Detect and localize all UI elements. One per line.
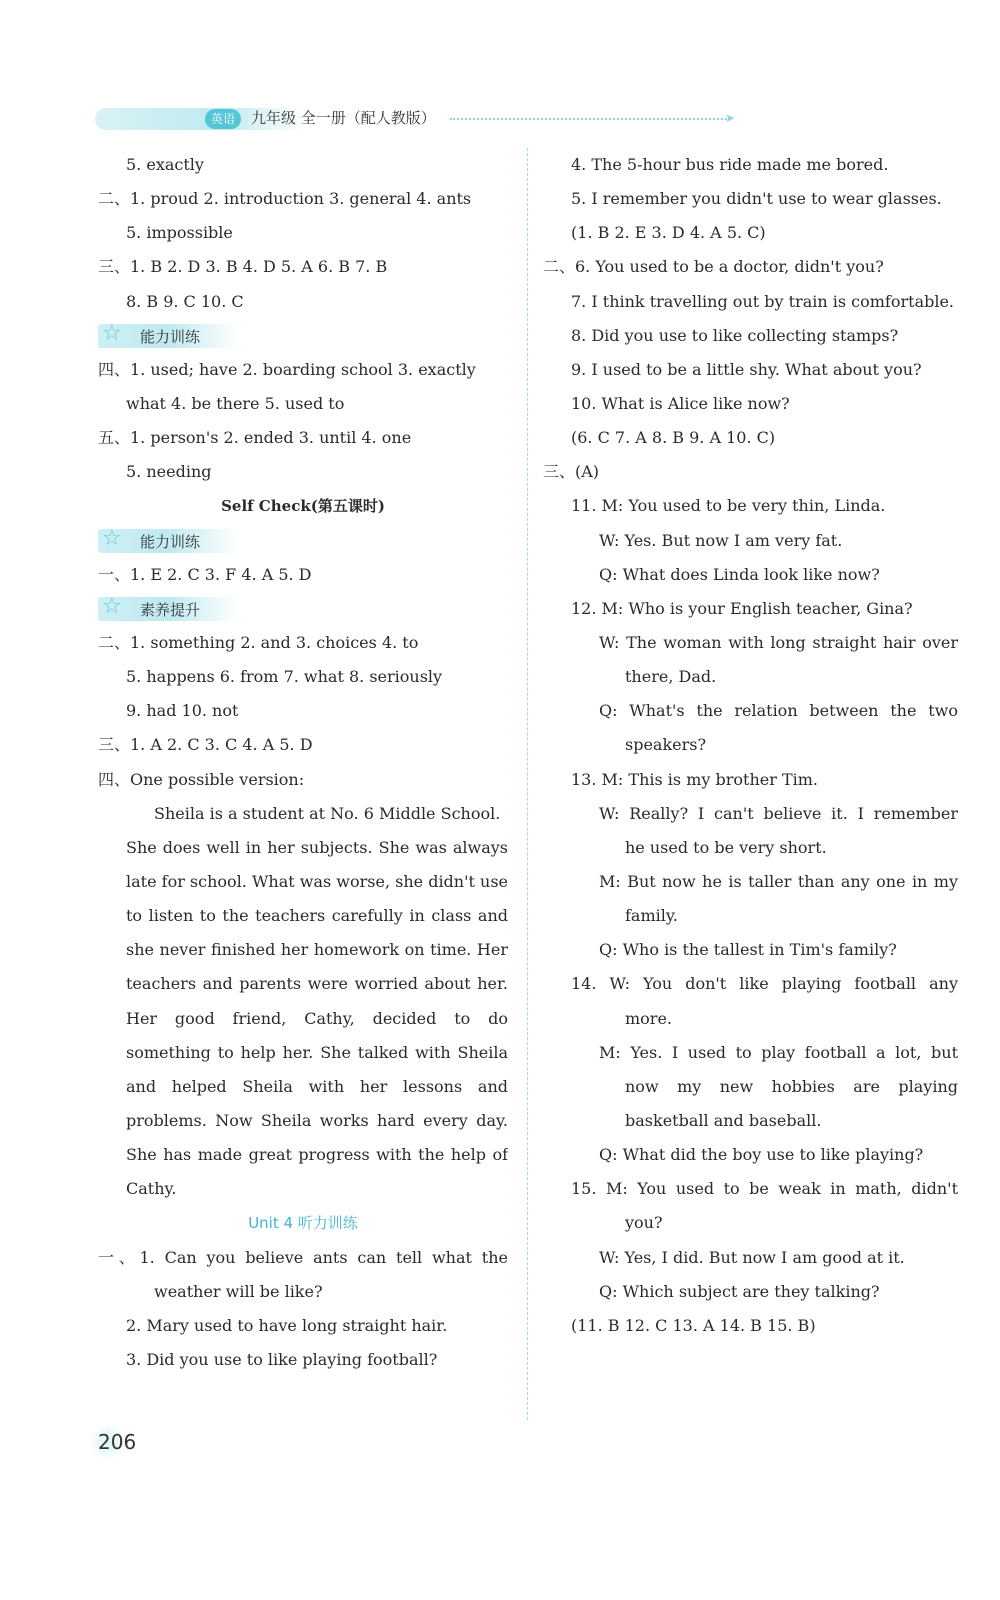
text-line: 8. Did you use to like collecting stamps? (571, 325, 899, 345)
column-divider (527, 148, 528, 1420)
text-line: W: The woman with long straight hair over (599, 632, 958, 652)
text-line: 11. M: You used to be very thin, Linda. (571, 496, 886, 516)
text-line: you? (625, 1213, 663, 1233)
text-line: he used to be very short. (625, 837, 827, 857)
text-line: W: Yes, I did. But now I am good at it. (599, 1247, 905, 1267)
text-line: she never finished her homework on time. Her (126, 940, 508, 960)
text-line: more. (625, 1008, 673, 1028)
section-badge-label: 能力训练 (140, 327, 201, 346)
text-line: Her good friend, Cathy, decided to do (126, 1008, 508, 1028)
text-line: Q: Which subject are they talking? (599, 1281, 880, 1301)
text-line: 一、1. E 2. C 3. F 4. A 5. D (98, 564, 312, 584)
text-line: there, Dad. (625, 667, 717, 687)
text-line: 4. The 5-hour bus ride made me bored. (571, 155, 889, 174)
text-line: M: But now he is taller than any one in my (599, 871, 958, 891)
text-line: basketball and baseball. (625, 1110, 822, 1130)
text-line: W: Yes. But now I am very fat. (599, 530, 843, 550)
star-icon: ☆ (102, 320, 122, 346)
page-header (95, 102, 736, 136)
text-line: 12. M: Who is your English teacher, Gina? (571, 598, 913, 618)
star-icon: ☆ (102, 525, 122, 551)
text-line: 五、1. person's 2. ended 3. until 4. one (98, 428, 412, 448)
text-line: 3. Did you use to like playing football? (126, 1349, 438, 1369)
text-line: 5. I remember you didn't use to wear glasses. (571, 189, 942, 209)
section-badge-bg (98, 593, 238, 621)
text-line: and helped Sheila with her lessons and (126, 1076, 508, 1096)
text-line: Q: Who is the tallest in Tim's family? (599, 940, 897, 960)
text-line: 三、1. A 2. C 3. C 4. A 5. D (98, 735, 313, 755)
section-badge-label: 能力训练 (140, 532, 201, 551)
text-line: 三、1. B 2. D 3. B 4. D 5. A 6. B 7. B (98, 257, 388, 277)
text-line: now my new hobbies are playing (625, 1076, 958, 1096)
text-line: something to help her. She talked with Sheila (126, 1042, 508, 1062)
text-line: Q: What's the relation between the two (599, 701, 958, 721)
subject-badge: 英语 (205, 109, 241, 129)
text-line: 5. impossible (126, 223, 233, 243)
section-badge-bg (98, 525, 238, 553)
text-line: (6. C 7. A 8. B 9. A 10. C) (571, 428, 776, 448)
text-line: Unit 4 听力训练 (248, 1214, 358, 1233)
text-line: 13. M: This is my brother Tim. (571, 769, 818, 789)
text-line: 二、1. proud 2. introduction 3. general 4. ants (98, 189, 472, 209)
text-line: Q: What does Linda look like now? (599, 564, 880, 584)
text-line: 5. needing (126, 462, 212, 482)
text-line: 四、One possible version: (98, 769, 305, 789)
text-line: Q: What did the boy use to like playing? (599, 1145, 924, 1165)
text-line: teachers and parents were worried about her. (126, 974, 508, 994)
text-line: weather will be like? (154, 1281, 323, 1301)
star-icon: ☆ (102, 593, 122, 619)
section-badge (98, 524, 508, 558)
text-line: family. (625, 906, 678, 926)
left-column (98, 148, 508, 1377)
text-line: Sheila is a student at No. 6 Middle School. (154, 803, 501, 823)
text-line: 9. I used to be a little shy. What about you? (571, 359, 922, 379)
section-badge (98, 319, 508, 353)
book-title: 九年级 全一册（配人教版） (251, 109, 436, 127)
text-line: 14. W: You don't like playing football any (571, 974, 958, 994)
text-line: W: Really? I can't believe it. I remember (599, 803, 958, 823)
text-line: 二、6. You used to be a doctor, didn't you? (543, 257, 884, 277)
text-line: She has made great progress with the help of (126, 1145, 508, 1165)
text-line: to listen to the teachers carefully in class and (126, 906, 508, 926)
text-line: speakers? (625, 735, 707, 755)
text-line: 5. exactly (126, 155, 204, 174)
text-line: 10. What is Alice like now? (571, 393, 790, 413)
text-line: M: Yes. I used to play football a lot, but (599, 1042, 958, 1062)
section-badge (98, 592, 508, 626)
right-column (543, 148, 958, 1343)
page-number (98, 1430, 136, 1454)
text-line: 二、1. something 2. and 3. choices 4. to (98, 632, 419, 652)
text-line: late for school. What was worse, she didn't use (126, 871, 508, 891)
text-line: 一、1. Can you believe ants can tell what the (98, 1247, 508, 1267)
text-line: Cathy. (126, 1179, 177, 1199)
text-line: 5. happens 6. from 7. what 8. seriously (126, 667, 443, 687)
text-line: problems. Now Sheila works hard every day. (126, 1110, 508, 1130)
section-badge-label: 素养提升 (140, 600, 201, 619)
text-line: 9. had 10. not (126, 701, 239, 721)
page-number-text: 206 (98, 1430, 137, 1454)
text-line: 三、(A) (543, 462, 600, 482)
section-badge-bg (98, 320, 238, 348)
text-line: She does well in her subjects. She was always (126, 837, 508, 857)
text-line: Self Check(第五课时) (221, 497, 385, 516)
text-line: 7. I think travelling out by train is comfortable. (571, 291, 955, 311)
text-line: 15. M: You used to be weak in math, didn't (571, 1179, 958, 1199)
header-dotted-rule (450, 118, 730, 120)
text-line: (11. B 12. C 13. A 14. B 15. B) (571, 1315, 816, 1335)
text-line: (1. B 2. E 3. D 4. A 5. C) (571, 223, 766, 243)
text-line: 2. Mary used to have long straight hair. (126, 1315, 448, 1335)
arrow-right-icon: ➤ (725, 111, 736, 125)
text-line: what 4. be there 5. used to (126, 393, 345, 413)
text-line: 8. B 9. C 10. C (126, 291, 244, 311)
text-line: 四、1. used; have 2. boarding school 3. exactly (98, 359, 476, 379)
